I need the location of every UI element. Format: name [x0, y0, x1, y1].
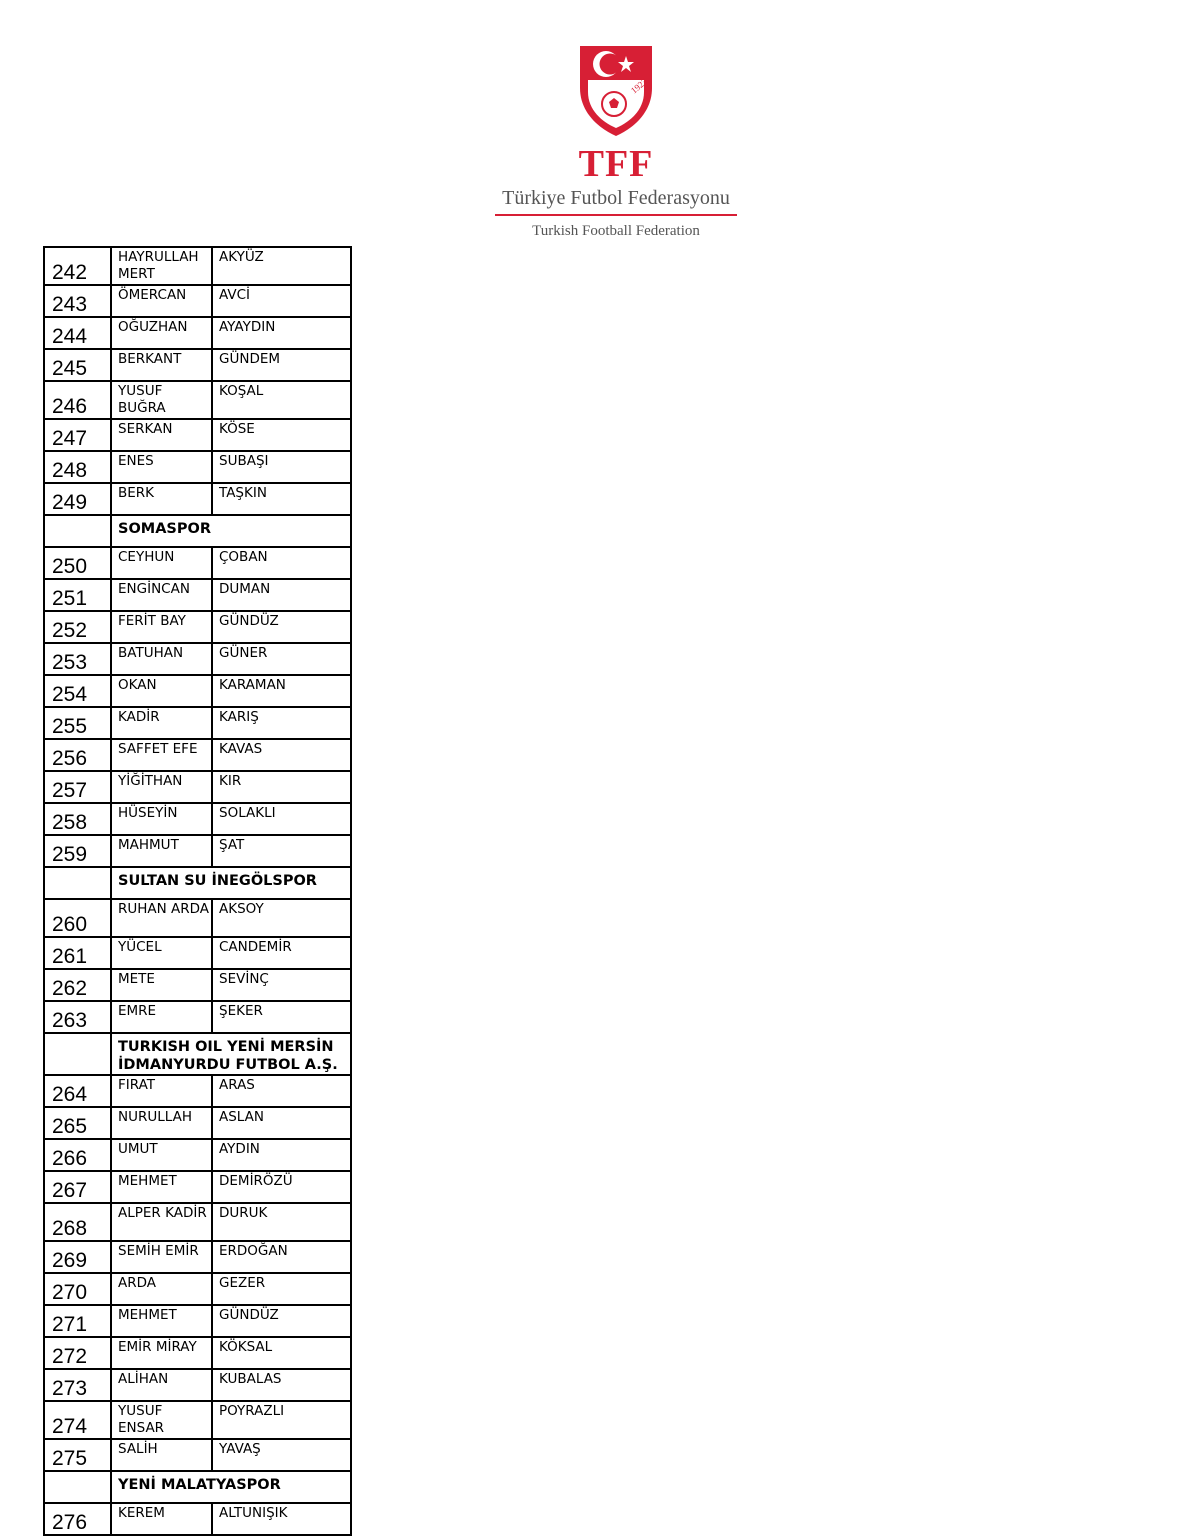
player-number: 251 — [44, 579, 111, 611]
player-last-name: GÜNDÜZ — [212, 611, 351, 643]
player-row — [44, 771, 351, 803]
player-first-name: YÜCEL — [111, 937, 212, 969]
player-first-name: KADİR — [111, 707, 212, 739]
player-number: 244 — [44, 317, 111, 349]
player-first-name: BERKANT — [111, 349, 212, 381]
player-row — [44, 451, 351, 483]
player-first-name: SAFFET EFE — [111, 739, 212, 771]
player-last-name: GÜNDÜZ — [212, 1305, 351, 1337]
player-row — [44, 1503, 351, 1535]
player-number: 243 — [44, 285, 111, 317]
player-row — [44, 317, 351, 349]
player-last-name: KARAMAN — [212, 675, 351, 707]
player-number: 253 — [44, 643, 111, 675]
player-row — [44, 1075, 351, 1107]
player-number: 275 — [44, 1439, 111, 1471]
player-last-name: YAVAŞ — [212, 1439, 351, 1471]
player-first-name: OKAN — [111, 675, 212, 707]
player-row — [44, 1203, 351, 1241]
player-first-name: FIRAT — [111, 1075, 212, 1107]
player-number: 248 — [44, 451, 111, 483]
player-first-name: HÜSEYİN — [111, 803, 212, 835]
player-number: 267 — [44, 1171, 111, 1203]
player-first-name: HAYRULLAH MERT — [111, 247, 212, 285]
player-row — [44, 835, 351, 867]
player-last-name: KAVAS — [212, 739, 351, 771]
empty-number-cell — [44, 1471, 111, 1503]
empty-number-cell — [44, 515, 111, 547]
player-first-name: CEYHUN — [111, 547, 212, 579]
club-name: YENİ MALATYASPOR — [111, 1471, 351, 1503]
player-row — [44, 349, 351, 381]
player-number: 247 — [44, 419, 111, 451]
player-last-name: AYDIN — [212, 1139, 351, 1171]
federation-name-tr: Türkiye Futbol Federasyonu — [502, 187, 730, 209]
player-number: 270 — [44, 1273, 111, 1305]
player-row — [44, 285, 351, 317]
player-last-name: ALTUNIŞIK — [212, 1503, 351, 1535]
player-row — [44, 1139, 351, 1171]
player-number: 260 — [44, 899, 111, 937]
tff-wordmark: TFF — [578, 143, 654, 185]
player-row — [44, 739, 351, 771]
player-first-name: ARDA — [111, 1273, 212, 1305]
player-first-name: UMUT — [111, 1139, 212, 1171]
player-first-name: ALPER KADİR — [111, 1203, 212, 1241]
player-last-name: POYRAZLI — [212, 1401, 351, 1439]
player-row — [44, 483, 351, 515]
player-first-name: SERKAN — [111, 419, 212, 451]
player-last-name: GÜNER — [212, 643, 351, 675]
player-number: 249 — [44, 483, 111, 515]
club-name: TURKISH OIL YENİ MERSİN İDMANYURDU FUTBOL A.Ş. — [111, 1033, 351, 1075]
player-row — [44, 1171, 351, 1203]
player-last-name: TAŞKIN — [212, 483, 351, 515]
player-last-name: GEZER — [212, 1273, 351, 1305]
player-last-name: ŞAT — [212, 835, 351, 867]
federation-name-en: Turkish Football Federation — [532, 223, 700, 239]
player-number: 245 — [44, 349, 111, 381]
player-last-name: KÖKSAL — [212, 1337, 351, 1369]
player-first-name: YUSUF BUĞRA — [111, 381, 212, 419]
player-number: 265 — [44, 1107, 111, 1139]
player-last-name: DEMİRÖZÜ — [212, 1171, 351, 1203]
player-last-name: KIR — [212, 771, 351, 803]
player-row — [44, 803, 351, 835]
player-number: 262 — [44, 969, 111, 1001]
player-last-name: DURUK — [212, 1203, 351, 1241]
player-first-name: MAHMUT — [111, 835, 212, 867]
player-row — [44, 1273, 351, 1305]
player-number: 271 — [44, 1305, 111, 1337]
player-last-name: ERDOĞAN — [212, 1241, 351, 1273]
player-last-name: SOLAKLI — [212, 803, 351, 835]
player-first-name: EMİR MİRAY — [111, 1337, 212, 1369]
player-number: 264 — [44, 1075, 111, 1107]
player-last-name: ŞEKER — [212, 1001, 351, 1033]
player-number: 269 — [44, 1241, 111, 1273]
player-list-table — [43, 246, 352, 1536]
player-row — [44, 1439, 351, 1471]
player-row — [44, 1241, 351, 1273]
player-number: 254 — [44, 675, 111, 707]
player-number: 261 — [44, 937, 111, 969]
player-number: 250 — [44, 547, 111, 579]
player-number: 257 — [44, 771, 111, 803]
player-last-name: AYAYDIN — [212, 317, 351, 349]
player-number: 258 — [44, 803, 111, 835]
player-last-name: ASLAN — [212, 1107, 351, 1139]
player-row — [44, 611, 351, 643]
player-last-name: KÖSE — [212, 419, 351, 451]
empty-number-cell — [44, 867, 111, 899]
svg-text:1923: 1923 — [628, 76, 650, 96]
player-row — [44, 1369, 351, 1401]
player-number: 252 — [44, 611, 111, 643]
player-number: 273 — [44, 1369, 111, 1401]
player-first-name: ENGİNCAN — [111, 579, 212, 611]
player-row — [44, 579, 351, 611]
empty-number-cell — [44, 1033, 111, 1075]
player-first-name: BATUHAN — [111, 643, 212, 675]
player-first-name: ALİHAN — [111, 1369, 212, 1401]
player-number: 266 — [44, 1139, 111, 1171]
player-last-name: AKYÜZ — [212, 247, 351, 285]
player-first-name: OĞUZHAN — [111, 317, 212, 349]
player-first-name: ÖMERCAN — [111, 285, 212, 317]
player-last-name: KARIŞ — [212, 707, 351, 739]
club-header-row — [44, 1033, 351, 1075]
club-name: SULTAN SU İNEGÖLSPOR — [111, 867, 351, 899]
player-first-name: NURULLAH — [111, 1107, 212, 1139]
player-row — [44, 899, 351, 937]
player-last-name: SUBAŞI — [212, 451, 351, 483]
logo-divider — [495, 214, 737, 216]
player-first-name: YİĞİTHAN — [111, 771, 212, 803]
player-row — [44, 547, 351, 579]
player-row — [44, 937, 351, 969]
player-number: 268 — [44, 1203, 111, 1241]
player-number: 246 — [44, 381, 111, 419]
player-first-name: YUSUF ENSAR — [111, 1401, 212, 1439]
player-number: 272 — [44, 1337, 111, 1369]
player-number: 242 — [44, 247, 111, 285]
player-last-name: DUMAN — [212, 579, 351, 611]
player-last-name: SEVİNÇ — [212, 969, 351, 1001]
player-first-name: METE — [111, 969, 212, 1001]
player-number: 276 — [44, 1503, 111, 1535]
player-row — [44, 1305, 351, 1337]
player-row — [44, 1107, 351, 1139]
player-row — [44, 247, 351, 285]
player-last-name: AVCİ — [212, 285, 351, 317]
club-name: SOMASPOR — [111, 515, 351, 547]
player-first-name: KEREM — [111, 1503, 212, 1535]
player-number: 256 — [44, 739, 111, 771]
player-last-name: AKSOY — [212, 899, 351, 937]
player-number: 259 — [44, 835, 111, 867]
player-row — [44, 419, 351, 451]
player-first-name: ENES — [111, 451, 212, 483]
player-last-name: KOŞAL — [212, 381, 351, 419]
club-header-row — [44, 867, 351, 899]
club-header-row — [44, 515, 351, 547]
player-first-name: FERİT BAY — [111, 611, 212, 643]
player-last-name: ÇOBAN — [212, 547, 351, 579]
player-first-name: MEHMET — [111, 1171, 212, 1203]
player-last-name: ARAS — [212, 1075, 351, 1107]
player-number: 274 — [44, 1401, 111, 1439]
player-row — [44, 643, 351, 675]
player-number: 263 — [44, 1001, 111, 1033]
player-first-name: SALİH — [111, 1439, 212, 1471]
player-row — [44, 381, 351, 419]
player-row — [44, 1401, 351, 1439]
player-first-name: EMRE — [111, 1001, 212, 1033]
player-last-name: CANDEMİR — [212, 937, 351, 969]
player-row — [44, 1001, 351, 1033]
player-first-name: SEMİH EMİR — [111, 1241, 212, 1273]
player-number: 255 — [44, 707, 111, 739]
club-header-row — [44, 1471, 351, 1503]
player-row — [44, 1337, 351, 1369]
player-row — [44, 707, 351, 739]
player-last-name: KUBALAS — [212, 1369, 351, 1401]
tff-logo — [495, 40, 737, 250]
player-row — [44, 969, 351, 1001]
player-row — [44, 675, 351, 707]
player-last-name: GÜNDEM — [212, 349, 351, 381]
player-first-name: RUHAN ARDA — [111, 899, 212, 937]
player-first-name: MEHMET — [111, 1305, 212, 1337]
player-first-name: BERK — [111, 483, 212, 515]
tff-crest-icon — [574, 40, 658, 138]
